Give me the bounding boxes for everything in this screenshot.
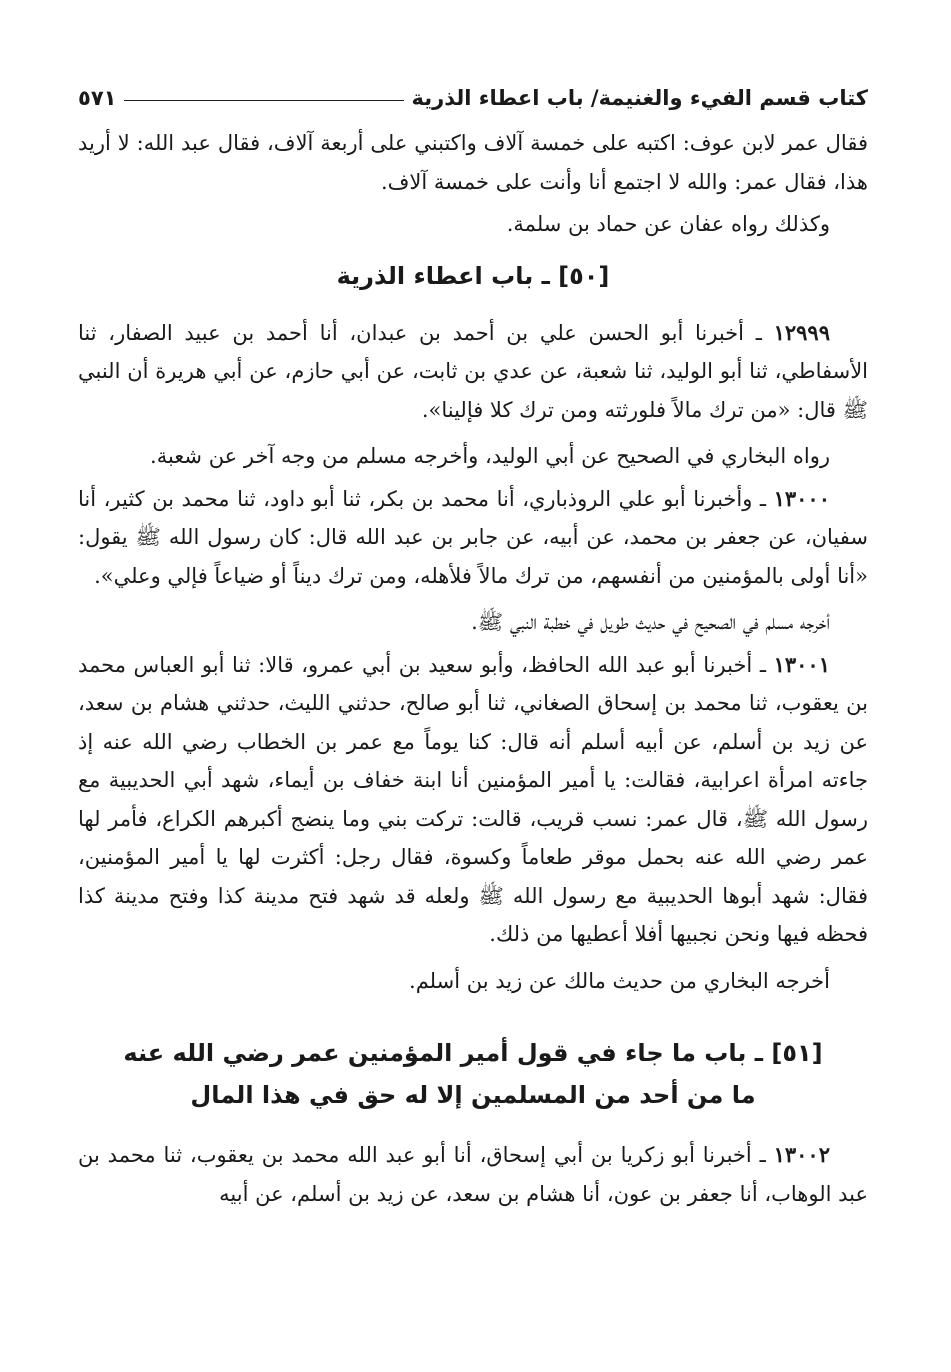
hadith-13002 [78,1136,868,1213]
hadith-13001 [78,646,868,954]
hadith-text: ـ أخبرنا أبو الحسن علي بن أحمد بن عبدان، أنا أحمد بن عبيد الصفار، ثنا الأسفاطي، ثنا أبو الوليد، ثنا شعبة، عن عدي بن ثابت، عن أبي حازم، عن أبي هريرة أن النبي ﷺ قال: «من ترك مالاً فلورثته ومن ترك كلا فإلينا». [78,320,868,422]
hadith-number: ١٢٩٩٩ [773,319,830,345]
takhrij-muslim: أخرجه مسلم في الصحيح في حديث طويل في خطبة النبي ﷺ. [471,610,830,634]
hadith-number: ١٣٠٠٢ [773,1142,830,1167]
hadith-text: ـ وأخبرنا أبو علي الروذباري، أنا محمد بن بكر، ثنا أبو داود، ثنا محمد بن كثير، أنا سفيان، عن جعفر بن محمد، عن أبيه، عن جابر بن عبد الله قال: كان رسول الله ﷺ يقول: «أنا أولى بالمؤمنين من أنفسهم، من ترك مالاً فلأهله، ومن ترك ديناً أو ضياعاً فإلي وعلي». [78,486,868,588]
running-header [78,70,868,110]
header-rule [124,100,403,101]
paragraph-affan-note: وكذلك رواه عفان عن حماد بن سلمة. [506,212,830,236]
paragraph-continuation: فقال عمر لابن عوف: اكتبه على خمسة آلاف واكتبني على أربعة آلاف، فقال عبد الله: لا أريد هذا، فقال عمر: والله لا اجتمع أنا وأنت على خمسة آلاف. [78,131,868,194]
running-header-title: كتاب قسم الفيء والغنيمة/ باب اعطاء الذرية [411,86,868,110]
hadith-number: ١٣٠٠٠ [773,485,830,511]
takhrij-bukhari: أخرجه البخاري من حديث مالك عن زيد بن أسلم. [409,968,830,993]
hadith-13000 [78,480,868,596]
book-page [78,70,868,1213]
hadith-text: ـ أخبرنا أبو زكريا بن أبي إسحاق، أنا أبو عبد الله محمد بن يعقوب، ثنا محمد بن عبد الوهاب، أنا جعفر بن عون، أنا هشام بن سعد، عن زيد بن أسلم، عن أبيه [78,1143,868,1206]
chapter-heading-50: [٥٠] ـ باب اعطاء الذرية [336,261,610,290]
chapter-heading-51 [78,1032,868,1116]
page-number: ٥٧١ [78,86,117,110]
hadith-12999 [78,314,868,430]
hadith-text: ـ أخبرنا أبو عبد الله الحافظ، وأبو سعيد بن أبي عمرو، قالا: ثنا أبو العباس محمد بن يعقوب، ثنا محمد بن إسحاق الصغاني، ثنا أبو صالح، حدثني الليث، حدثني هشام بن سعد، عن زيد بن أسلم، عن أبيه أسلم أنه قال: كنا يوماً مع عمر بن الخطاب رضي الله عنه إذ جاءته امرأة اعرابية، فقالت: يا أمير المؤمنين أنا ابنة خفاف بن أيماء، شهد أبي الحديبية مع رسول الله ﷺ، قال عمر: نسب قريب، قالت: تركت بني وما ينضج أكبرهم الكراع، فأمر لها عمر رضي الله عنه بحمل موقر طعاماً وكسوة، فقال رجل: أكثرت لها يا أمير المؤمنين، فقال: شهد أبوها الحديبية مع رسول الله ﷺ ولعله قد شهد فتح مدينة كذا وفتح مدينة كذا فحظه فيها ونحن نجبيها أفلا أعطيها من ذلك. [78,652,868,946]
hadith-number: ١٣٠٠١ [773,651,830,677]
chapter-heading-51-line-1: [٥١] ـ باب ما جاء في قول أمير المؤمنين عمر رضي الله عنه [123,1039,823,1067]
takhrij-bukhari-muslim: رواه البخاري في الصحيح عن أبي الوليد، وأخرجه مسلم من وجه آخر عن شعبة. [150,444,830,468]
chapter-heading-51-line-2: ما من أحد من المسلمين إلا له حق في هذا المال [190,1081,756,1109]
